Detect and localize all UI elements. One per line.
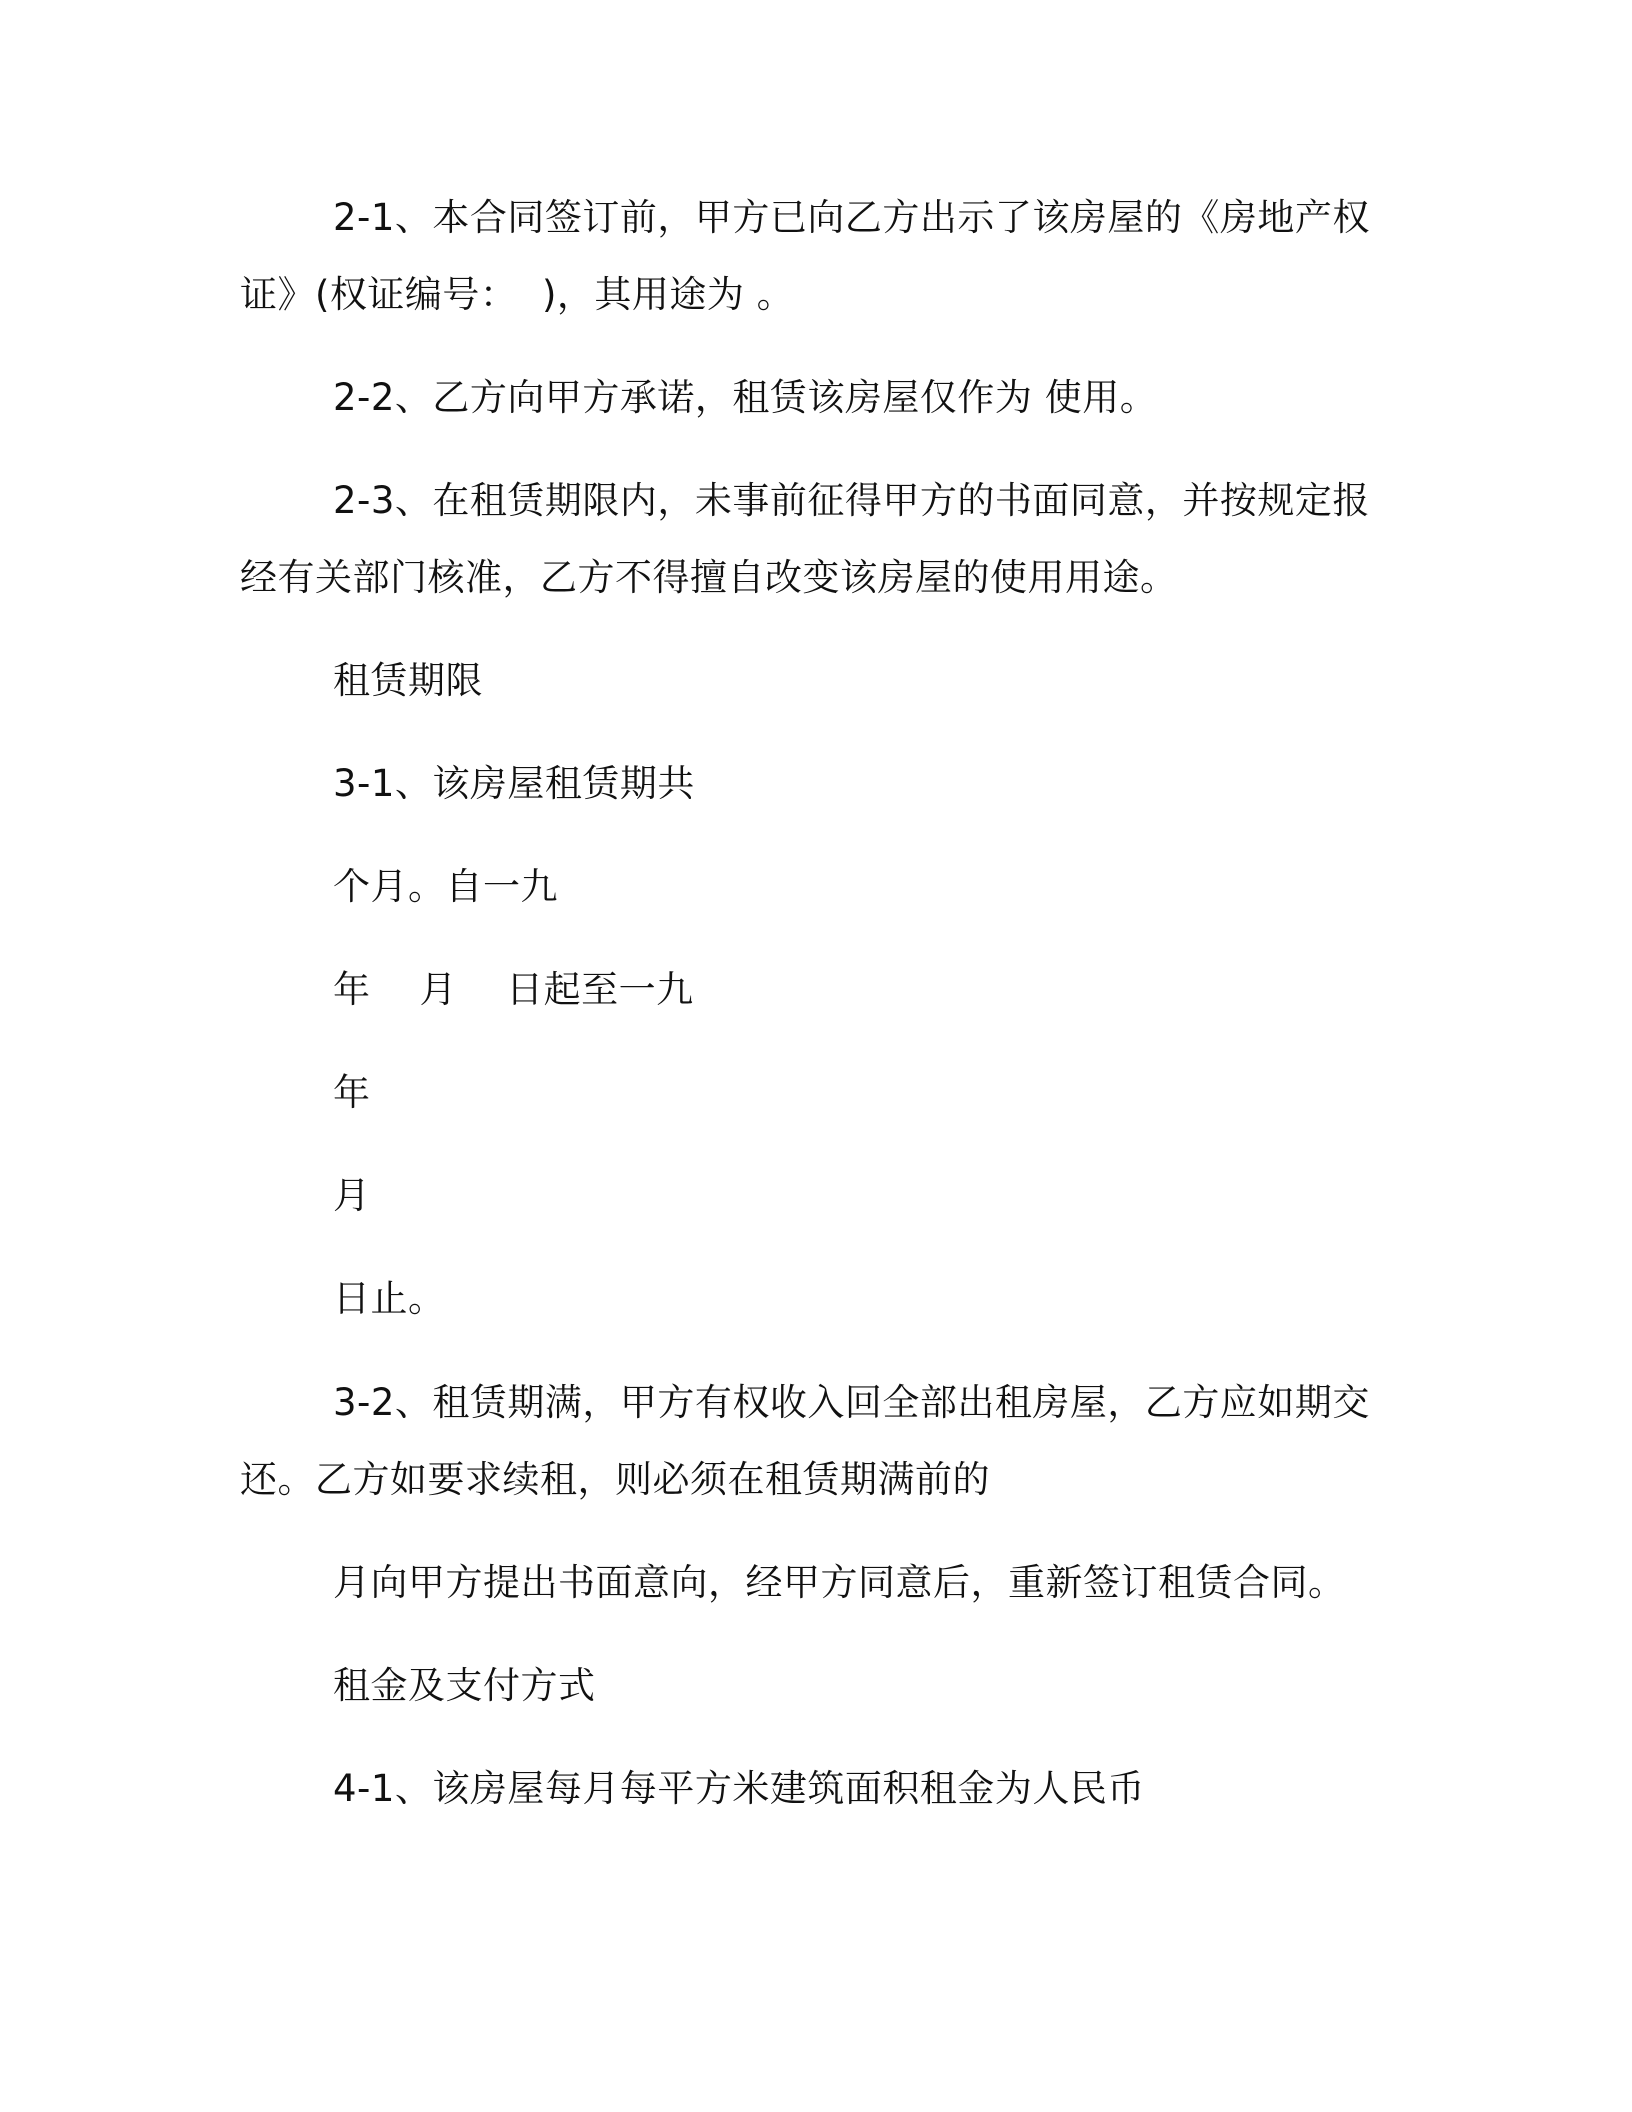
clause-3-1-line-6: 日止。 bbox=[333, 1277, 446, 1320]
section-heading-lease-term: 租赁期限 bbox=[333, 659, 483, 702]
section-heading-rent-payment: 租金及支付方式 bbox=[333, 1664, 596, 1707]
clause-3-1-line-5: 月 bbox=[333, 1174, 371, 1217]
clause-2-3-line-2: 经有关部门核准，乙方不得擅自改变该房屋的使用用途。 bbox=[240, 556, 1178, 599]
clause-2-1-line-2: 证》(权证编号： )，其用途为 。 bbox=[240, 273, 795, 316]
clause-3-2-line-2: 还。乙方如要求续租，则必须在租赁期满前的 bbox=[240, 1458, 990, 1501]
clause-2-2: 2-2、乙方向甲方承诺，租赁该房屋仅作为 使用。 bbox=[333, 376, 1158, 419]
clause-2-3-line-1: 2-3、在租赁期限内，未事前征得甲方的书面同意，并按规定报 bbox=[333, 479, 1370, 522]
clause-4-1: 4-1、该房屋每月每平方米建筑面积租金为人民币 bbox=[333, 1767, 1145, 1810]
clause-3-1-line-3: 年 月 日起至一九 bbox=[333, 968, 694, 1011]
clause-3-1-line-1: 3-1、该房屋租赁期共 bbox=[333, 762, 695, 805]
clause-3-2-line-3: 月向甲方提出书面意向，经甲方同意后，重新签订租赁合同。 bbox=[333, 1561, 1346, 1604]
clause-2-1-line-1: 2-1、本合同签订前，甲方已向乙方出示了该房屋的《房地产权 bbox=[333, 196, 1370, 239]
clause-3-2-line-1: 3-2、租赁期满，甲方有权收入回全部出租房屋，乙方应如期交 bbox=[333, 1381, 1370, 1424]
clause-3-1-line-4: 年 bbox=[333, 1071, 371, 1114]
clause-3-1-line-2: 个月。自一九 bbox=[333, 865, 558, 908]
